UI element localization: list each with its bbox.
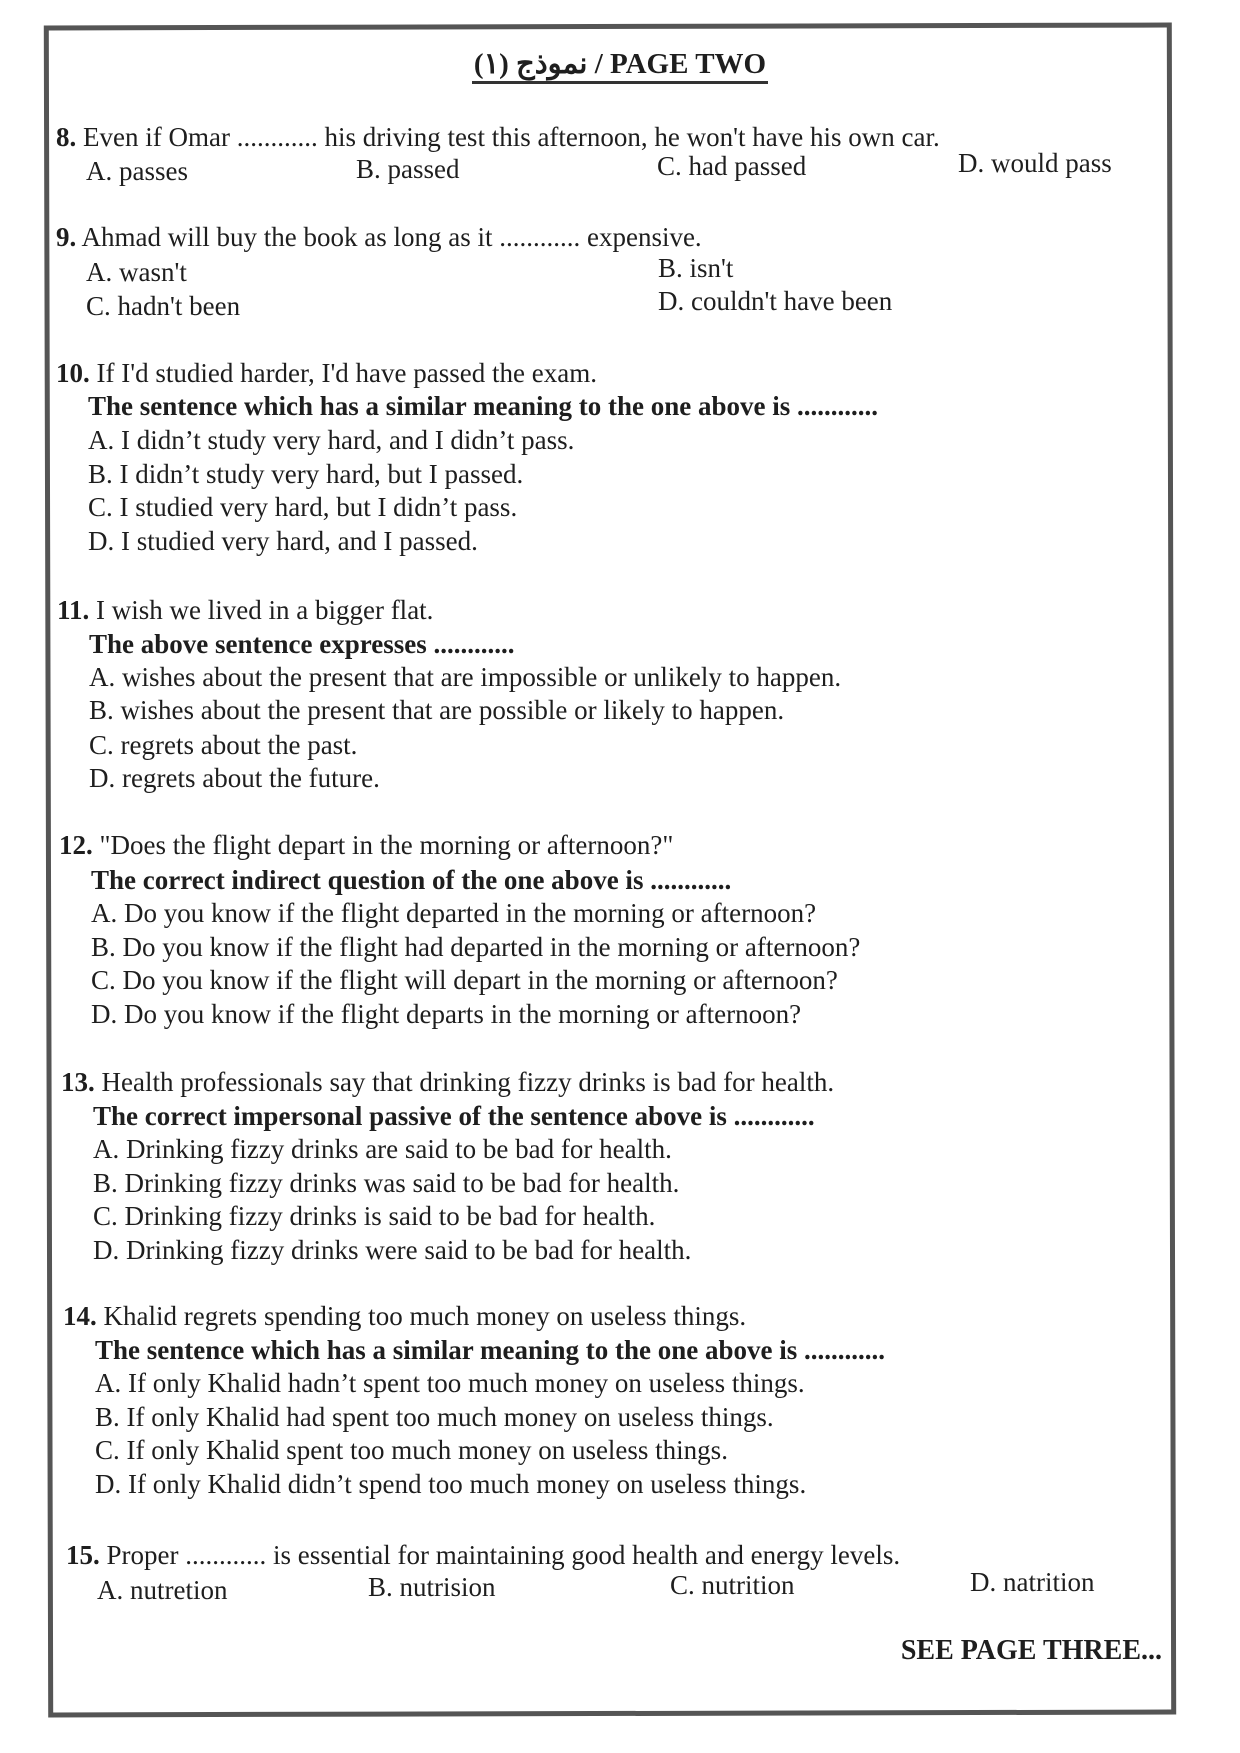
option-12b[interactable]: B. Do you know if the flight had departed in the morning or afternoon? [91, 932, 861, 962]
question-13: 13. Health professionals say that drinking fizzy drinks is bad for health. [61, 1067, 835, 1097]
option-14c[interactable]: C. If only Khalid spent too much money on useless things. [95, 1435, 728, 1465]
option-8b[interactable]: B. passed [356, 154, 460, 184]
option-8c[interactable]: C. had passed [657, 151, 807, 181]
option-9d[interactable]: D. couldn't have been [658, 286, 893, 316]
option-14d[interactable]: D. If only Khalid didn’t spend too much money on useless things. [95, 1469, 807, 1499]
option-12c[interactable]: C. Do you know if the flight will depart in the morning or afternoon? [91, 965, 838, 995]
question-10: 10. If I'd studied harder, I'd have passed the exam. [56, 358, 597, 388]
question-8: 8. Even if Omar ............ his driving test this afternoon, he won't have his own car. [56, 122, 940, 152]
question-11: 11. I wish we lived in a bigger flat. [57, 595, 434, 625]
question-14: 14. Khalid regrets spending too much money on useless things. [63, 1301, 747, 1331]
option-10b[interactable]: B. I didn’t study very hard, but I passed. [88, 459, 524, 489]
question-14-instruction: The sentence which has a similar meaning to the one above is ............ [95, 1335, 886, 1365]
page-title: نموذج (١) / PAGE TWO [0, 46, 1240, 81]
option-9c[interactable]: C. hadn't been [86, 291, 241, 321]
option-10c[interactable]: C. I studied very hard, but I didn’t pass. [88, 492, 518, 522]
option-8d[interactable]: D. would pass [958, 148, 1112, 178]
question-12-instruction: The correct indirect question of the one above is ............ [91, 865, 732, 895]
option-11a[interactable]: A. wishes about the present that are impossible or unlikely to happen. [89, 662, 842, 692]
option-11d[interactable]: D. regrets about the future. [89, 763, 380, 793]
option-15b[interactable]: B. nutrision [368, 1572, 496, 1602]
option-10a[interactable]: A. I didn’t study very hard, and I didn’t pass. [88, 425, 575, 455]
option-15d[interactable]: D. natrition [970, 1567, 1095, 1597]
option-10d[interactable]: D. I studied very hard, and I passed. [88, 526, 478, 556]
question-13-instruction: The correct impersonal passive of the sentence above is ............ [93, 1101, 815, 1131]
option-14b[interactable]: B. If only Khalid had spent too much money on useless things. [95, 1402, 774, 1432]
option-15a[interactable]: A. nutretion [97, 1575, 228, 1605]
option-15c[interactable]: C. nutrition [670, 1570, 795, 1600]
option-11b[interactable]: B. wishes about the present that are possible or likely to happen. [89, 695, 785, 725]
option-14a[interactable]: A. If only Khalid hadn’t spent too much money on useless things. [95, 1368, 805, 1398]
question-15: 15. Proper ............ is essential for maintaining good health and energy levels. [66, 1540, 901, 1570]
question-10-instruction: The sentence which has a similar meaning to the one above is ............ [88, 391, 879, 421]
option-12a[interactable]: A. Do you know if the flight departed in the morning or afternoon? [91, 898, 817, 928]
option-13b[interactable]: B. Drinking fizzy drinks was said to be bad for health. [93, 1168, 680, 1198]
question-12: 12. "Does the flight depart in the morning or afternoon?" [59, 830, 674, 860]
option-13d[interactable]: D. Drinking fizzy drinks were said to be bad for health. [93, 1235, 692, 1265]
question-9: 9. Ahmad will buy the book as long as it ............ expensive. [56, 222, 702, 252]
option-12d[interactable]: D. Do you know if the flight departs in the morning or afternoon? [91, 999, 802, 1029]
see-next-page-note: SEE PAGE THREE... [900, 1635, 1162, 1666]
question-11-instruction: The above sentence expresses ............ [89, 629, 515, 659]
option-11c[interactable]: C. regrets about the past. [89, 730, 358, 760]
option-9b[interactable]: B. isn't [658, 253, 734, 283]
option-9a[interactable]: A. wasn't [86, 257, 187, 287]
option-13c[interactable]: C. Drinking fizzy drinks is said to be bad for health. [93, 1201, 656, 1231]
option-8a[interactable]: A. passes [86, 156, 188, 186]
option-13a[interactable]: A. Drinking fizzy drinks are said to be bad for health. [93, 1134, 672, 1164]
